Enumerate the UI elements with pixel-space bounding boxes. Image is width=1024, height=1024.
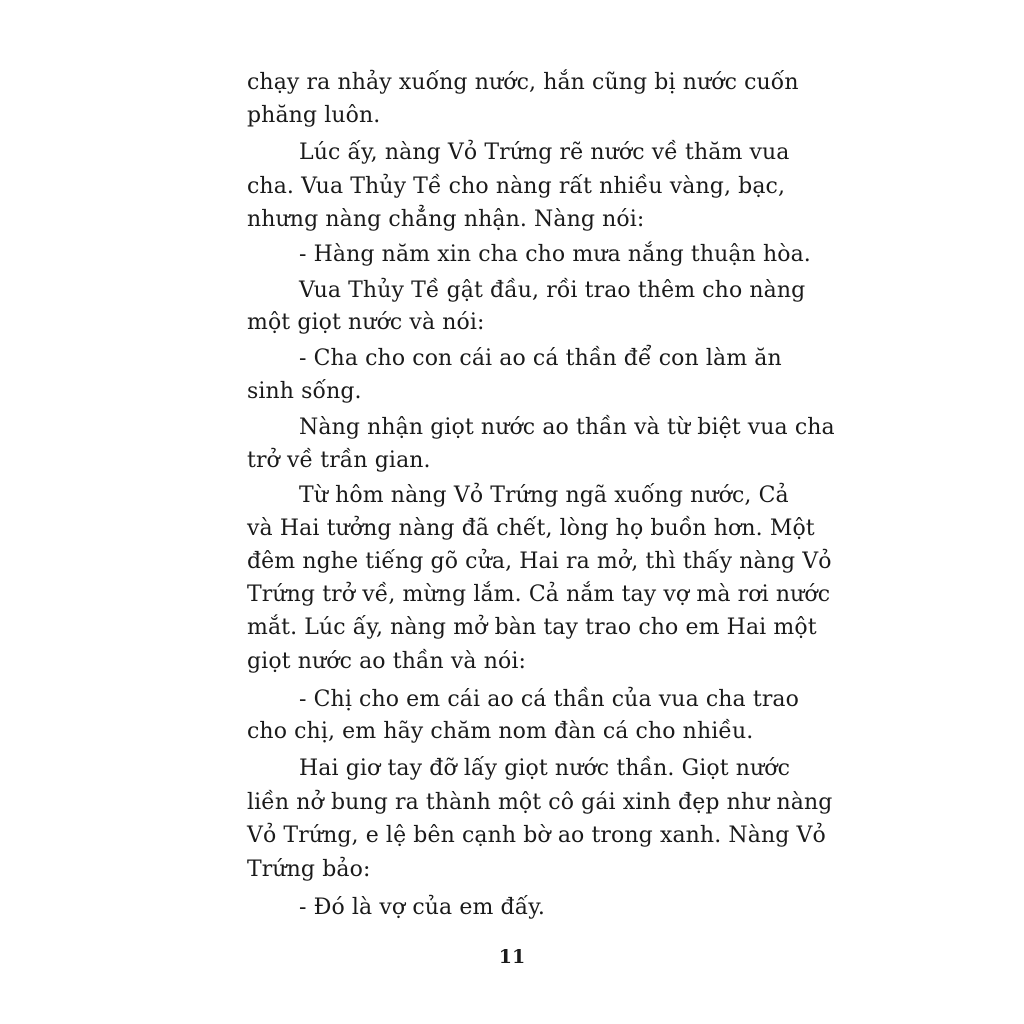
text-line: nhưng nàng chẳng nhận. Nàng nói:	[247, 207, 645, 232]
text-line: - Đó là vợ của em đấy.	[299, 895, 545, 920]
text-line: Lúc ấy, nàng Vỏ Trứng rẽ nước về thăm vua	[299, 140, 790, 165]
text-line: Trứng trở về, mừng lắm. Cả nắm tay vợ mà rơi nước	[247, 582, 831, 607]
text-line: - Chị cho em cái ao cá thần của vua cha trao	[299, 687, 799, 712]
text-line: mắt. Lúc ấy, nàng mở bàn tay trao cho em Hai một	[247, 615, 817, 640]
text-line: phăng luôn.	[247, 103, 381, 128]
text-line: - Hàng năm xin cha cho mưa nắng thuận hòa.	[299, 242, 811, 267]
text-line: cho chị, em hãy chăm nom đàn cá cho nhiều.	[247, 719, 754, 744]
text-line: liền nở bung ra thành một cô gái xinh đẹp như nàng	[247, 790, 833, 815]
text-line: Từ hôm nàng Vỏ Trứng ngã xuống nước, Cả	[299, 483, 789, 508]
text-line: Trứng bảo:	[247, 857, 371, 882]
text-line: Hai giơ tay đỡ lấy giọt nước thần. Giọt nước	[299, 756, 791, 781]
text-line: cha. Vua Thủy Tề cho nàng rất nhiều vàng, bạc,	[247, 174, 786, 199]
text-line: trở về trần gian.	[247, 448, 431, 473]
text-line: và Hai tưởng nàng đã chết, lòng họ buồn hơn. Một	[247, 516, 815, 541]
text-line: một giọt nước và nói:	[247, 310, 485, 335]
text-line: Nàng nhận giọt nước ao thần và từ biệt vua cha	[299, 415, 835, 440]
page-number: 11	[498, 946, 526, 968]
text-line: giọt nước ao thần và nói:	[247, 649, 527, 674]
text-line: Vua Thủy Tề gật đầu, rồi trao thêm cho nàng	[299, 278, 806, 303]
text-line: sinh sống.	[247, 379, 362, 404]
text-line: Vỏ Trứng, e lệ bên cạnh bờ ao trong xanh. Nàng Vỏ	[247, 823, 826, 848]
text-line: - Cha cho con cái ao cá thần để con làm ăn	[299, 346, 782, 371]
text-line: chạy ra nhảy xuống nước, hắn cũng bị nước cuốn	[247, 70, 799, 95]
text-line: đêm nghe tiếng gõ cửa, Hai ra mở, thì thấy nàng Vỏ	[247, 549, 832, 574]
